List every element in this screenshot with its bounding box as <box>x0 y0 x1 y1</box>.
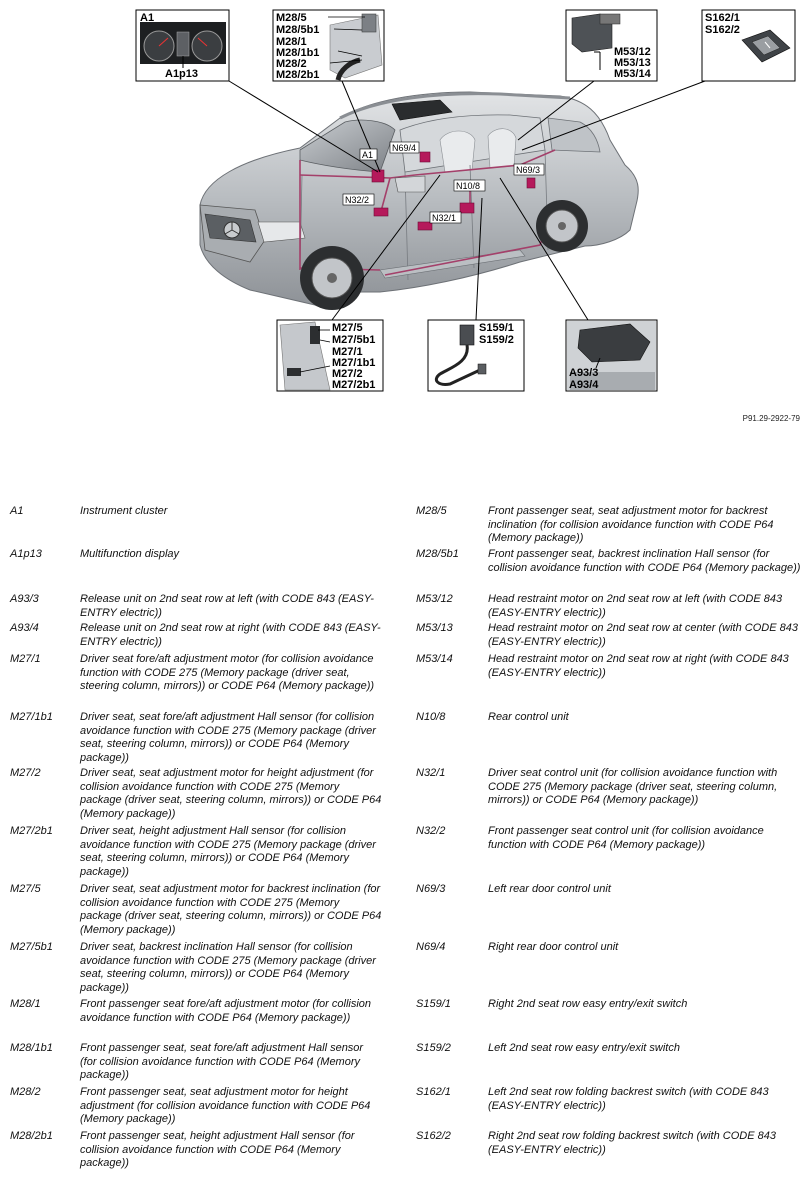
legend-code: M27/2 <box>10 767 41 779</box>
legend-code: A93/4 <box>10 622 39 634</box>
legend-description: Release unit on 2nd seat row at left (with CODE 843 (EASY-ENTRY electric)) <box>80 593 374 619</box>
inset-m27-label-5: M27/2b1 <box>332 379 376 391</box>
legend-code: A93/3 <box>10 593 39 605</box>
inset-s159 <box>428 320 524 391</box>
legend-description: Instrument cluster <box>80 505 168 517</box>
legend-code: M53/12 <box>416 593 453 605</box>
inset-m27 <box>277 320 383 391</box>
legend-code: M27/5b1 <box>10 941 53 953</box>
inset-a1-label-0: A1 <box>140 12 155 24</box>
callout-5: N32/1 <box>432 213 457 223</box>
legend-code: A1 <box>10 505 24 517</box>
legend-code: N69/3 <box>416 883 446 895</box>
inset-s159-label-1: S159/2 <box>479 334 514 346</box>
inset-m27-label-4: M27/2 <box>332 368 363 380</box>
component-location-diagram <box>0 0 810 430</box>
legend-description: Driver seat, height adjustment Hall sensor (for collision avoidance function with CODE 275 (Memory package (driver seat, steering column, mirrors)) or CODE P64 (Memory package)) <box>80 825 376 878</box>
callout-2: N69/3 <box>516 165 541 175</box>
inset-s162-label-1: S162/2 <box>705 24 740 36</box>
legend-description: Head restraint motor on 2nd seat row at left (with CODE 843 (EASY-ENTRY electric)) <box>488 593 783 619</box>
legend-description: Driver seat control unit (for collision avoidance function with CODE 275 (Memory package (driver seat, steering column, mirrors)) or CODE P64 (Memory package)) <box>488 767 778 807</box>
legend-code: M53/14 <box>416 653 453 665</box>
legend-description: Driver seat fore/aft adjustment motor (for collision avoidance function with CODE 275 (Memory package (driver seat, steering column, mirrors)) or CODE P64 (Memory package)) <box>80 653 375 693</box>
callout-0: A1 <box>362 150 374 160</box>
legend-description: Driver seat, seat adjustment motor for height adjustment (for collision avoidance function with CODE 275 (Memory package (driver seat, steering column, mirrors)) or CODE P64 (Memory package)) <box>80 767 382 820</box>
legend-code: M27/2b1 <box>10 825 53 837</box>
legend-description: Multifunction display <box>80 548 180 560</box>
legend-code: S162/1 <box>416 1086 451 1098</box>
legend-description: Front passenger seat control unit (for collision avoidance function with CODE P64 (Memory package)) <box>488 825 764 851</box>
inset-m27-label-3: M27/1b1 <box>332 357 376 369</box>
inset-a93 <box>566 320 657 391</box>
inset-m53-label-0: M53/12 <box>614 46 651 58</box>
legend-description: Front passenger seat, seat fore/aft adjustment Hall sensor (for collision avoidance function with CODE P64 (Memory package)) <box>80 1042 364 1082</box>
inset-m28-label-3: M28/1b1 <box>276 47 320 59</box>
legend-code: M28/5 <box>416 505 447 517</box>
legend-description: Right rear door control unit <box>488 941 619 953</box>
figure-code: P91.29-2922-79 <box>742 414 800 423</box>
inset-a93-label-0: A93/3 <box>569 367 599 379</box>
legend-code: M28/5b1 <box>416 548 459 560</box>
legend-code: M27/1 <box>10 653 41 665</box>
legend-code: M28/2 <box>10 1086 41 1098</box>
legend-description: Right 2nd seat row folding backrest switch (with CODE 843 (EASY-ENTRY electric)) <box>488 1130 776 1156</box>
legend-description: Front passenger seat fore/aft adjustment motor (for collision avoidance function with CODE P64 (Memory package)) <box>80 998 372 1024</box>
inset-m28-label-4: M28/2 <box>276 58 307 70</box>
legend-code: M27/5 <box>10 883 41 895</box>
legend-description: Head restraint motor on 2nd seat row at right (with CODE 843 (EASY-ENTRY electric)) <box>488 653 789 679</box>
inset-s162 <box>702 10 795 81</box>
legend-description: Release unit on 2nd seat row at right (with CODE 843 (EASY-ENTRY electric)) <box>80 622 381 648</box>
inset-m28-label-0: M28/5 <box>276 12 307 24</box>
legend-code: M53/13 <box>416 622 453 634</box>
inset-m28 <box>273 10 384 81</box>
legend-description: Head restraint motor on 2nd seat row at center (with CODE 843 (EASY-ENTRY electric)) <box>488 622 798 648</box>
inset-m28-label-5: M28/2b1 <box>276 69 320 81</box>
legend-description: Right 2nd seat row easy entry/exit switch <box>488 998 688 1010</box>
legend-code: M28/1b1 <box>10 1042 53 1054</box>
inset-m27-label-2: M27/1 <box>332 346 363 358</box>
legend-description: Front passenger seat, height adjustment Hall sensor (for collision avoidance function with CODE P64 (Memory package)) <box>80 1130 355 1170</box>
callout-4: N32/2 <box>345 195 370 205</box>
inset-a1-label-1: A1p13 <box>165 68 199 80</box>
legend-description: Front passenger seat, seat adjustment motor for height adjustment (for collision avoidance function with CODE P64 (Memory package)) <box>80 1086 371 1126</box>
legend-code: M28/1 <box>10 998 41 1010</box>
legend-description: Left 2nd seat row folding backrest switch (with CODE 843 (EASY-ENTRY electric)) <box>488 1086 769 1112</box>
legend-description: Left 2nd seat row easy entry/exit switch <box>488 1042 680 1054</box>
legend-code: N32/1 <box>416 767 446 779</box>
inset-m27-label-1: M27/5b1 <box>332 334 376 346</box>
inset-m53 <box>566 10 657 81</box>
inset-a1 <box>136 10 229 81</box>
inset-m28-label-1: M28/5b1 <box>276 24 320 36</box>
legend-description: Front passenger seat, backrest inclination Hall sensor (for collision avoidance function with CODE P64 (Memory package)) <box>488 548 801 574</box>
legend-code: M27/1b1 <box>10 711 53 723</box>
inset-a93-label-1: A93/4 <box>569 379 599 391</box>
inset-m27-label-0: M27/5 <box>332 322 363 334</box>
legend-description: Front passenger seat, seat adjustment motor for backrest inclination (for collision avoidance function with CODE P64 (Memory package)) <box>488 505 774 545</box>
legend-code: S162/2 <box>416 1130 451 1142</box>
legend-code: S159/1 <box>416 998 451 1010</box>
legend-code: N32/2 <box>416 825 446 837</box>
callout-1: N69/4 <box>392 143 417 153</box>
inset-m53-label-2: M53/14 <box>614 68 651 80</box>
legend-code: A1p13 <box>10 548 42 560</box>
inset-s159-label-0: S159/1 <box>479 322 514 334</box>
legend-description: Driver seat, seat adjustment motor for backrest inclination (for collision avoidance function with CODE 275 (Memory package (driver seat, steering column, mirrors)) or CODE P64 (Memory package)) <box>80 883 382 936</box>
callout-3: N10/8 <box>456 181 481 191</box>
legend-code: N10/8 <box>416 711 446 723</box>
legend-description: Left rear door control unit <box>488 883 611 895</box>
inset-m28-label-2: M28/1 <box>276 36 307 48</box>
legend-code: S159/2 <box>416 1042 451 1054</box>
legend-description: Rear control unit <box>488 711 569 723</box>
legend-code: M28/2b1 <box>10 1130 53 1142</box>
legend-code: N69/4 <box>416 941 446 953</box>
inset-s162-label-0: S162/1 <box>705 12 740 24</box>
legend-description: Driver seat, seat fore/aft adjustment Hall sensor (for collision avoidance function with CODE 275 (Memory package (driver seat, steering column, mirrors)) or CODE P64 (Memory package)) <box>80 711 376 764</box>
vehicle-illustration <box>200 92 638 310</box>
inset-m53-label-1: M53/13 <box>614 57 651 69</box>
legend-description: Driver seat, backrest inclination Hall sensor (for collision avoidance function with CODE 275 (Memory package (driver seat, steering column, mirrors)) or CODE P64 (Memory package)) <box>80 941 376 994</box>
